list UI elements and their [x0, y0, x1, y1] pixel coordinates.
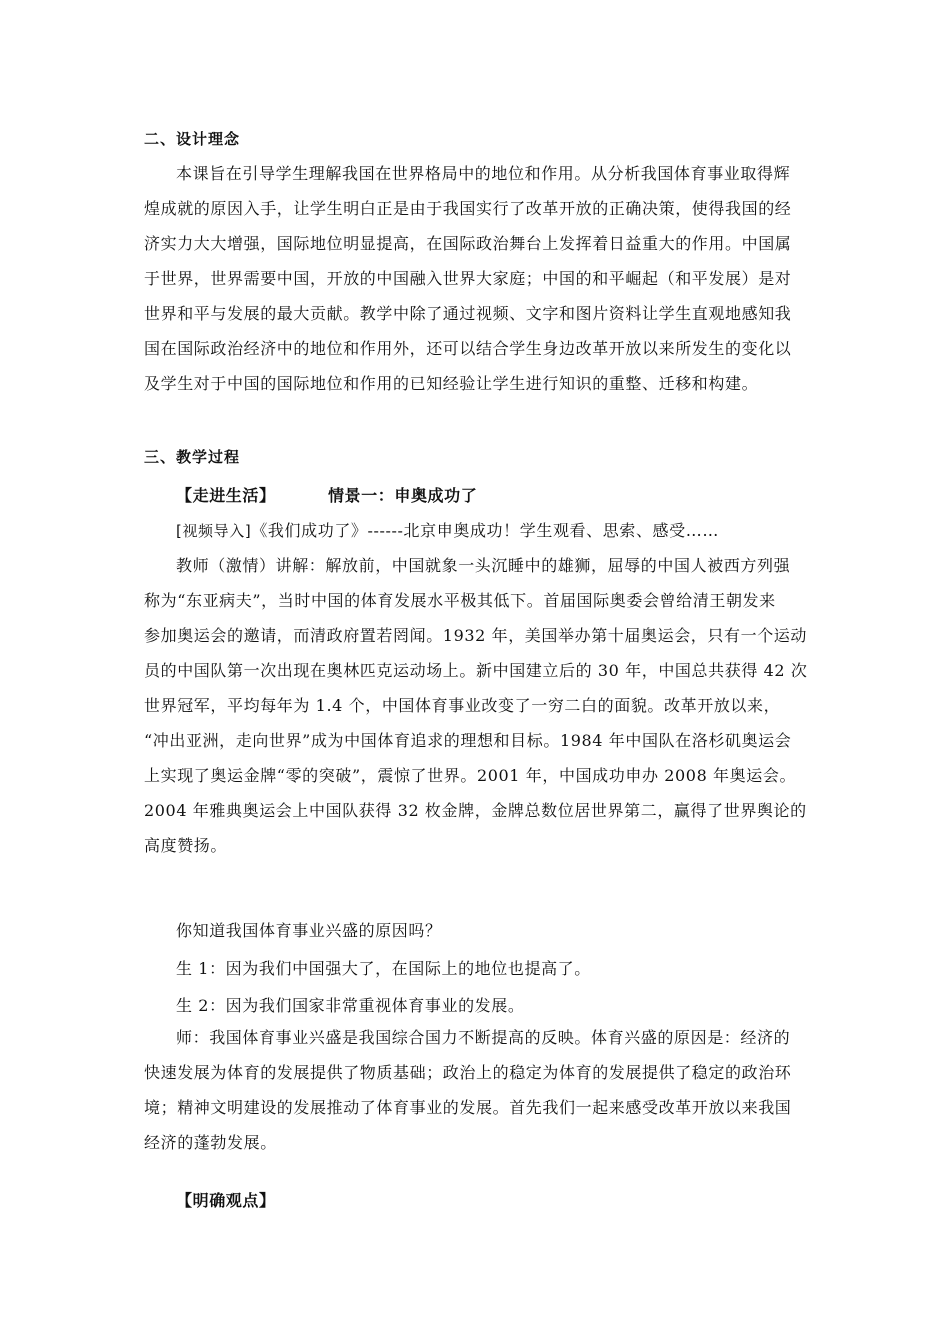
teacher-summary-paragraph — [144, 1020, 824, 1160]
paragraph-line: 教师（激情）讲解：解放前，中国就象一头沉睡中的雄狮，屈辱的中国人被西方列强 — [176, 556, 791, 575]
paragraph-line: 及学生对于中国的国际地位和作用的已知经验让学生进行知识的重整、迁移和构建。 — [144, 374, 759, 393]
paragraph-line: 本课旨在引导学生理解我国在世界格局中的地位和作用。从分析我国体育事业取得辉 — [176, 164, 791, 183]
student1-answer: 生 1：因为我们中国强大了，在国际上的地位也提高了。 — [176, 959, 591, 978]
scene-title: 情景一：申奥成功了 — [327, 486, 478, 505]
question-line: 你知道我国体育事业兴盛的原因吗？ — [176, 921, 442, 940]
paragraph-line: 世界冠军，平均每年为 1.4 个，中国体育事业改变了一穷二白的面貌。改革开放以来， — [144, 696, 781, 715]
section-heading-design-concept: 二、设计理念 — [144, 130, 241, 148]
paragraph-line: 经济的蓬勃发展。 — [144, 1133, 277, 1152]
paragraph-line: 参加奥运会的邀请，而清政府置若罔闻。1932 年，美国举办第十届奥运会，只有一个运动 — [144, 626, 808, 645]
paragraph-line: 高度赞扬。 — [144, 836, 228, 855]
viewpoint-tag: 【明确观点】 — [176, 1191, 276, 1210]
paragraph-line: 2004 年雅典奥运会上中国队获得 32 枚金牌，金牌总数位居世界第二，赢得了世界舆论的 — [144, 801, 807, 820]
paragraph-line: “冲出亚洲，走向世界”成为中国体育追求的理想和目标。1984 年中国队在洛杉矶奥运会 — [144, 731, 792, 750]
section-heading-teaching-process: 三、教学过程 — [144, 448, 241, 466]
video-tag: [视频导入] — [176, 522, 252, 540]
scene-tag: 【走进生活】 — [176, 486, 276, 505]
paragraph-line: 境；精神文明建设的发展推动了体育事业的发展。首先我们一起来感受改革开放以来我国 — [144, 1098, 792, 1117]
video-intro-line — [176, 518, 719, 541]
video-text: 《我们成功了》------北京申奥成功！学生观看、思索、感受…… — [251, 521, 719, 540]
paragraph-line: 世界和平与发展的最大贡献。教学中除了通过视频、文字和图片资料让学生直观地感知我 — [144, 304, 792, 323]
paragraph-line: 煌成就的原因入手，让学生明白正是由于我国实行了改革开放的正确决策，使得我国的经 — [144, 199, 792, 218]
paragraph-line: 员的中国队第一次出现在奥林匹克运动场上。新中国建立后的 30 年，中国总共获得 42 次 — [144, 661, 808, 680]
teacher-explanation-paragraph — [144, 548, 824, 863]
paragraph-line: 上实现了奥运金牌“零的突破”，震惊了世界。2001 年，中国成功申办 2008 年奥运会。 — [144, 766, 797, 785]
design-concept-paragraph — [144, 156, 824, 401]
paragraph-line: 师：我国体育事业兴盛是我国综合国力不断提高的反映。体育兴盛的原因是：经济的 — [176, 1028, 791, 1047]
paragraph-line: 国在国际政治经济中的地位和作用外，还可以结合学生身边改革开放以来所发生的变化以 — [144, 339, 792, 358]
student2-answer: 生 2：因为我们国家非常重视体育事业的发展。 — [176, 996, 525, 1015]
paragraph-line: 于世界，世界需要中国，开放的中国融入世界大家庭；中国的和平崛起（和平发展）是对 — [144, 269, 792, 288]
paragraph-line: 称为“东亚病夫”，当时中国的体育发展水平极其低下。首届国际奥委会曾给清王朝发来 — [144, 591, 776, 610]
scene-header — [176, 483, 477, 506]
paragraph-line: 快速发展为体育的发展提供了物质基础；政治上的稳定为体育的发展提供了稳定的政治环 — [144, 1063, 792, 1082]
paragraph-line: 济实力大大增强，国际地位明显提高，在国际政治舞台上发挥着日益重大的作用。中国属 — [144, 234, 792, 253]
